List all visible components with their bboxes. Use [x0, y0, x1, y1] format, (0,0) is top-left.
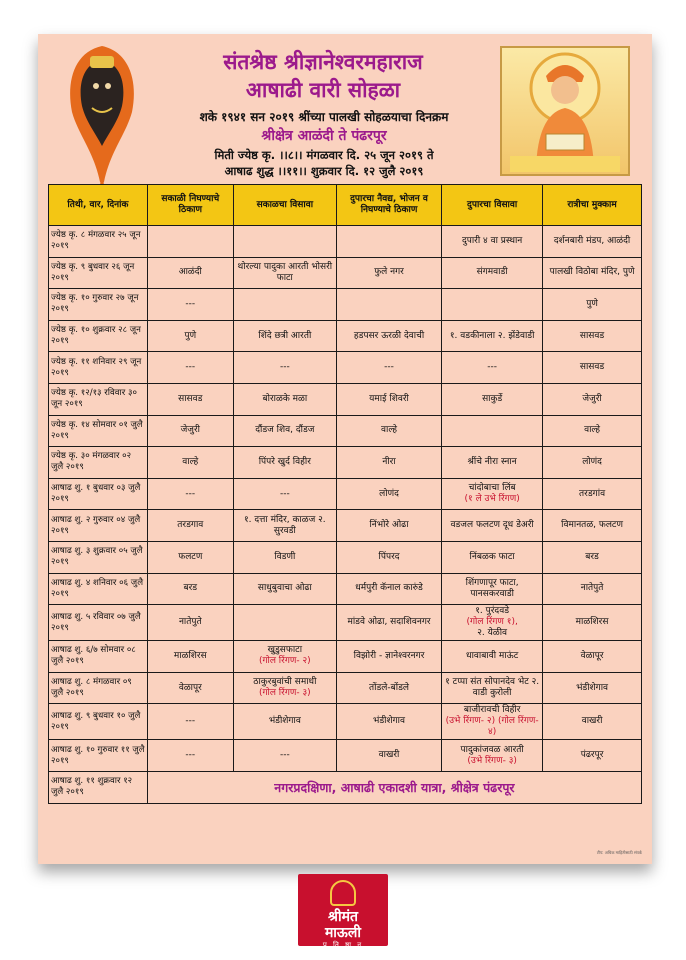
cell-text: शिंगणापूर फाटा, पानसकरवाडी: [465, 577, 519, 599]
cell-text: आषाढ शु. ११ शुक्रवार १२ जुलै २०१९: [51, 776, 133, 798]
table-cell: [543, 704, 642, 740]
brand-emblem-icon: [330, 880, 356, 906]
table-cell: [147, 771, 641, 803]
poster-subtitle: शके १९४१ सन २०१९ श्रींच्या पालखी सोहळयाचा दिनक्रम: [199, 110, 449, 124]
brand-tagline: प्र ति ष्ठा न: [322, 941, 364, 949]
table-cell: [543, 510, 642, 542]
table-cell: [543, 641, 642, 673]
table-cell: [442, 573, 543, 605]
cell-text: विमानतळ, फलटण: [561, 520, 623, 531]
table-cell: [442, 478, 543, 510]
table-row: [49, 415, 642, 447]
cell-text: वाखरी: [378, 750, 400, 761]
cell-text: सासवड: [579, 330, 605, 341]
cell-text: विझोरी - ज्ञानेश्वरनगर: [353, 650, 425, 661]
table-cell: [336, 257, 441, 289]
cell-text: तरडगाव: [177, 520, 204, 531]
vitthal-logo-icon: [66, 42, 138, 192]
cell-text: बरड: [585, 551, 599, 562]
table-cell: [49, 383, 148, 415]
table-cell: [49, 541, 148, 573]
table-header-row: [49, 185, 642, 226]
cell-text: तरडगांव: [579, 488, 606, 499]
brand-name-line1: श्रीमंत: [328, 909, 358, 925]
table-cell: [543, 226, 642, 258]
cell-text-extra: २. येळीव: [477, 628, 508, 639]
poster-title-line1: संतश्रेष्ठ श्रीज्ञानेश्वरमहाराज: [223, 50, 423, 74]
cell-text: पंढरपूर: [580, 750, 604, 761]
cell-text: बोराळके मळा: [262, 393, 308, 404]
table-cell: [49, 573, 148, 605]
cell-text: साकुर्डे: [482, 393, 503, 404]
table-cell: [147, 289, 233, 321]
shrimant-mauli-logo: [298, 874, 388, 949]
table-cell: [543, 740, 642, 772]
cell-text: वडजल फलटण दूध डेअरी: [450, 520, 534, 531]
cell-text: आषाढ शु. ८ मंगळवार ०९ जुलै २०१९: [51, 677, 132, 699]
ringan-note: (१ ले उभे रिंगण): [464, 494, 520, 505]
table-row: [49, 383, 642, 415]
table-cell: [336, 573, 441, 605]
palkhi-schedule-table: [48, 184, 642, 804]
table-cell: [233, 641, 336, 673]
table-cell: [147, 672, 233, 704]
table-cell: [147, 641, 233, 673]
cell-text: निंभोरे ओढा: [369, 520, 409, 531]
table-cell: [336, 605, 441, 641]
table-cell: [442, 740, 543, 772]
cell-text: आषाढ शु. ६/७ सोमवार ०८ जुलै २०१९: [51, 645, 136, 667]
cell-text: वेळापूर: [178, 682, 202, 693]
cell-text: वाल्हे: [381, 425, 398, 436]
footnote: टीप: अधिक माहितीसाठी संपर्क: [596, 850, 642, 855]
table-cell: [442, 383, 543, 415]
table-cell: [233, 541, 336, 573]
cell-text: नीरा: [382, 456, 396, 467]
table-cell: [233, 573, 336, 605]
cell-text: हडपसर ऊरळी देवाची: [353, 330, 425, 341]
column-header: दुपारचा नैवद्य, भोजन व निघण्याचे ठिकाण: [336, 185, 441, 226]
table-cell: [49, 510, 148, 542]
table-cell: [543, 447, 642, 479]
cell-text: दुपारी ४ वा प्रस्थान: [461, 235, 523, 246]
table-row: [49, 641, 642, 673]
table-row: [49, 447, 642, 479]
cell-text: पिंपरद: [378, 551, 400, 562]
table-row: [49, 704, 642, 740]
table-cell: [543, 289, 642, 321]
cell-text: ज्येष्ठ कृ. ११ शनिवार २९ जून २०१९: [51, 356, 142, 378]
table-cell: [336, 672, 441, 704]
table-cell: [442, 320, 543, 352]
table-cell: [336, 383, 441, 415]
table-row: [49, 510, 642, 542]
date-range-start: मिती ज्येष्ठ कृ. ।।८।। मंगळवार दि. २५ जून २०१९ ते: [214, 148, 434, 162]
table-row: [49, 320, 642, 352]
table-cell: [336, 415, 441, 447]
table-cell: [543, 605, 642, 641]
table-cell: [336, 541, 441, 573]
cell-text: जेजुरी: [582, 393, 602, 404]
table-row-final: [49, 771, 642, 803]
table-cell: [442, 641, 543, 673]
cell-text: संगमवाडी: [476, 267, 508, 278]
cell-text: खुडुसफाटा: [267, 645, 303, 656]
table-cell: [336, 289, 441, 321]
cell-text: साधुबुवाचा ओढा: [257, 583, 312, 594]
table-cell: [442, 415, 543, 447]
cell-text: ---: [487, 362, 498, 373]
cell-text: आषाढ शु. ५ रविवार ०७ जुलै २०१९: [51, 611, 141, 633]
table-cell: [49, 447, 148, 479]
cell-text: ज्येष्ठ कृ. १४ सोमवार ०१ जुलै २०१९: [51, 419, 143, 441]
table-cell: [49, 771, 148, 803]
table-cell: [49, 740, 148, 772]
column-header: रात्रीचा मुक्काम: [543, 185, 642, 226]
cell-text: जेजुरी: [180, 425, 200, 436]
table-cell: [49, 605, 148, 641]
ringan-note: (उभे रिंगण- ३): [467, 755, 517, 766]
table-cell: [147, 257, 233, 289]
cell-text: दर्शनबारी मंडप, आळंदी: [553, 235, 631, 246]
table-cell: [233, 478, 336, 510]
cell-text: आषाढ शु. १० गुरुवार ११ जुलै २०१९: [51, 744, 145, 766]
table-cell: [336, 641, 441, 673]
cell-text: ज्येष्ठ कृ. ८ मंगळवार २५ जून २०१९: [51, 230, 141, 252]
table-cell: [233, 289, 336, 321]
cell-text: माळशिरस: [173, 650, 207, 661]
table-cell: [543, 257, 642, 289]
cell-text: वाल्हे: [182, 456, 199, 467]
table-cell: [543, 352, 642, 384]
table-row: [49, 605, 642, 641]
table-cell: [543, 541, 642, 573]
table-cell: [147, 510, 233, 542]
table-cell: [543, 320, 642, 352]
table-cell: [233, 740, 336, 772]
ringan-note: (गोल रिंगण- ३): [258, 688, 311, 699]
cell-text: भंडीशेगाव: [576, 682, 609, 693]
table-cell: [543, 383, 642, 415]
cell-text: फुले नगर: [374, 267, 404, 278]
table-cell: [49, 352, 148, 384]
table-cell: [336, 740, 441, 772]
cell-text: सासवड: [579, 362, 605, 373]
table-cell: [336, 320, 441, 352]
cell-text: आषाढ शु. २ गुरुवार ०४ जुलै २०१९: [51, 514, 141, 536]
cell-text: माळशिरस: [575, 617, 609, 628]
table-cell: [147, 320, 233, 352]
table-cell: [49, 478, 148, 510]
table-row: [49, 478, 642, 510]
cell-text: पादुकांजवळ आरती: [460, 744, 524, 755]
cell-text: १. वडकीनाला २. झेंडेवाडी: [449, 330, 535, 341]
table-row: [49, 257, 642, 289]
cell-text: १. दत्ता मंदिर, काळज २. सुरवडी: [244, 514, 326, 536]
table-row: [49, 541, 642, 573]
table-row: [49, 573, 642, 605]
column-header: सकाळचा विसावा: [233, 185, 336, 226]
table-cell: [147, 740, 233, 772]
brand-name: [298, 909, 388, 941]
table-cell: [336, 510, 441, 542]
table-row: [49, 352, 642, 384]
cell-text: धर्मपुरी कॅनाल कारुंडे: [355, 583, 423, 594]
cell-text: नातेपुते: [178, 617, 202, 628]
brand-name-line2: माऊली: [324, 925, 362, 941]
cell-text: पिंपरे खुर्द विहीर: [258, 456, 311, 467]
table-cell: [233, 704, 336, 740]
table-cell: [147, 478, 233, 510]
table-cell: [543, 573, 642, 605]
cell-text: पुणे: [184, 330, 197, 341]
cell-text: पालखी विठोबा मंदिर, पुणे: [549, 267, 635, 278]
cell-text: ---: [185, 750, 196, 761]
table-cell: [442, 704, 543, 740]
table-cell: [442, 226, 543, 258]
cell-text: दौंडज शिव, दौंडज: [255, 425, 315, 436]
column-header: दुपारचा विसावा: [442, 185, 543, 226]
cell-text: शिंदे छत्री आरती: [258, 330, 312, 341]
cell-text: बाजीरावची विहीर: [463, 705, 521, 716]
cell-text: लोणंद: [582, 456, 602, 467]
table-cell: [233, 352, 336, 384]
cell-text: चांदोबाचा लिंब: [468, 483, 516, 494]
table-cell: [442, 352, 543, 384]
cell-text: नातेपुते: [580, 583, 604, 594]
table-row: [49, 740, 642, 772]
table-cell: [233, 605, 336, 641]
poster-title-line2: आषाढी वारी सोहळा: [245, 78, 401, 102]
table-cell: [147, 383, 233, 415]
table-row: [49, 289, 642, 321]
cell-text: वाखरी: [581, 716, 603, 727]
cell-text: वाल्हे: [584, 425, 601, 436]
date-range-end: आषाढ शुद्ध ।।११।। शुक्रवार दि. १२ जुलै २०१९: [224, 164, 424, 178]
table-cell: [543, 672, 642, 704]
table-cell: [336, 226, 441, 258]
table-cell: [147, 226, 233, 258]
table-cell: [233, 510, 336, 542]
cell-text: थोरल्या पादुका आरती भोसरी फाटा: [237, 261, 333, 283]
cell-text: फलटण: [178, 551, 203, 562]
cell-text: ---: [185, 362, 196, 373]
column-header: सकाळी निघण्याचे ठिकाण: [147, 185, 233, 226]
cell-text: निंबळक फाटा: [469, 551, 515, 562]
table-row: [49, 226, 642, 258]
cell-text: श्रींचे नीरा स्नान: [467, 456, 517, 467]
cell-text: मांडवे ओढा, सदाशिवनगर: [347, 617, 431, 628]
cell-text: नगरप्रदक्षिणा, आषाढी एकादशी यात्रा, श्रीक्षेत्र पंढरपूर: [274, 779, 515, 795]
table-cell: [49, 672, 148, 704]
table-cell: [442, 510, 543, 542]
table-cell: [442, 257, 543, 289]
table-cell: [147, 415, 233, 447]
table-cell: [233, 672, 336, 704]
table-cell: [442, 447, 543, 479]
table-cell: [49, 704, 148, 740]
cell-text: आषाढ शु. ९ बुधवार १० जुलै २०१९: [51, 710, 141, 732]
cell-text: ठाकुरबुवांची समाधी: [253, 677, 317, 688]
table-cell: [543, 415, 642, 447]
table-cell: [336, 352, 441, 384]
table-cell: [147, 447, 233, 479]
table-cell: [49, 289, 148, 321]
cell-text: तोंडले-बोंडले: [369, 682, 410, 693]
cell-text: ---: [279, 362, 290, 373]
table-cell: [442, 289, 543, 321]
table-cell: [233, 447, 336, 479]
table-cell: [49, 257, 148, 289]
cell-text: ज्येष्ठ कृ. १० गुरुवार २७ जून २०१९: [51, 293, 139, 315]
ringan-note: (उभे रिंगण- २) (गोल रिंगण- ४): [445, 716, 539, 738]
table-cell: [49, 415, 148, 447]
table-cell: [233, 320, 336, 352]
cell-text: विडणी: [274, 551, 296, 562]
table-row: [49, 672, 642, 704]
table-cell: [233, 257, 336, 289]
table-cell: [233, 415, 336, 447]
column-header: तिथी, वार, दिनांक: [49, 185, 148, 226]
table-cell: [49, 641, 148, 673]
table-cell: [442, 541, 543, 573]
route-heading: श्रीक्षेत्र आळंदी ते पंढरपूर: [261, 128, 387, 144]
table-cell: [233, 226, 336, 258]
saint-portrait-image: [500, 46, 630, 176]
cell-text: ---: [185, 716, 196, 727]
table-cell: [49, 226, 148, 258]
table-cell: [336, 704, 441, 740]
cell-text: पुणे: [586, 298, 598, 309]
table-cell: [147, 704, 233, 740]
cell-text: बरड: [183, 583, 198, 594]
cell-text: आषाढ शु. १ बुधवार ०३ जुलै २०१९: [51, 483, 141, 505]
cell-text: ---: [185, 298, 196, 309]
cell-text: ज्येष्ठ कृ. १० शुक्रवार २८ जून २०१९: [51, 325, 141, 347]
cell-text: यमाई शिवरी: [369, 393, 409, 404]
table-cell: [543, 478, 642, 510]
cell-text: ---: [185, 488, 196, 499]
table-cell: [147, 541, 233, 573]
cell-text: धावाबावी माऊंट: [466, 650, 519, 661]
saint-figure-icon: [502, 48, 628, 174]
cell-text: आषाढ शु. ४ शनिवार ०६ जुलै २०१९: [51, 577, 144, 599]
ringan-note: (गोल रिंगण- २): [258, 656, 311, 667]
table-cell: [49, 320, 148, 352]
poster: [38, 34, 652, 864]
table-cell: [147, 605, 233, 641]
cell-text: वेळापूर: [580, 650, 604, 661]
cell-text: ---: [384, 362, 394, 373]
cell-text: ---: [279, 488, 290, 499]
table-cell: [147, 573, 233, 605]
cell-text: लोणंद: [379, 488, 399, 499]
table-cell: [442, 605, 543, 641]
table-cell: [336, 478, 441, 510]
table-cell: [147, 352, 233, 384]
ringan-note: (गोल रिंगण १),: [466, 617, 518, 628]
cell-text: सासवड: [178, 393, 203, 404]
cell-text: १ टप्पा संत सोपानदेव भेट २. वाडी कुरोली: [445, 677, 540, 699]
cell-text: ज्येष्ठ कृ. १२/१३ रविवार ३० जून २०१९: [51, 388, 137, 410]
cell-text: ज्येष्ठ कृ. ३० मंगळवार ०२ जुलै २०१९: [51, 451, 132, 473]
cell-text: आळंदी: [178, 267, 202, 278]
cell-text: आषाढ शु. ३ शुक्रवार ०५ जुलै २०१९: [51, 546, 143, 568]
cell-text: भंडीशेगाव: [373, 716, 406, 727]
cell-text: ---: [279, 750, 290, 761]
cell-text: १. पुरंदवडे: [475, 606, 510, 617]
table-cell: [442, 672, 543, 704]
cell-text: ज्येष्ठ कृ. ९ बुधवार २६ जून २०१९: [51, 261, 135, 283]
table-cell: [233, 383, 336, 415]
table-cell: [336, 447, 441, 479]
cell-text: भंडीशेगाव: [268, 716, 301, 727]
